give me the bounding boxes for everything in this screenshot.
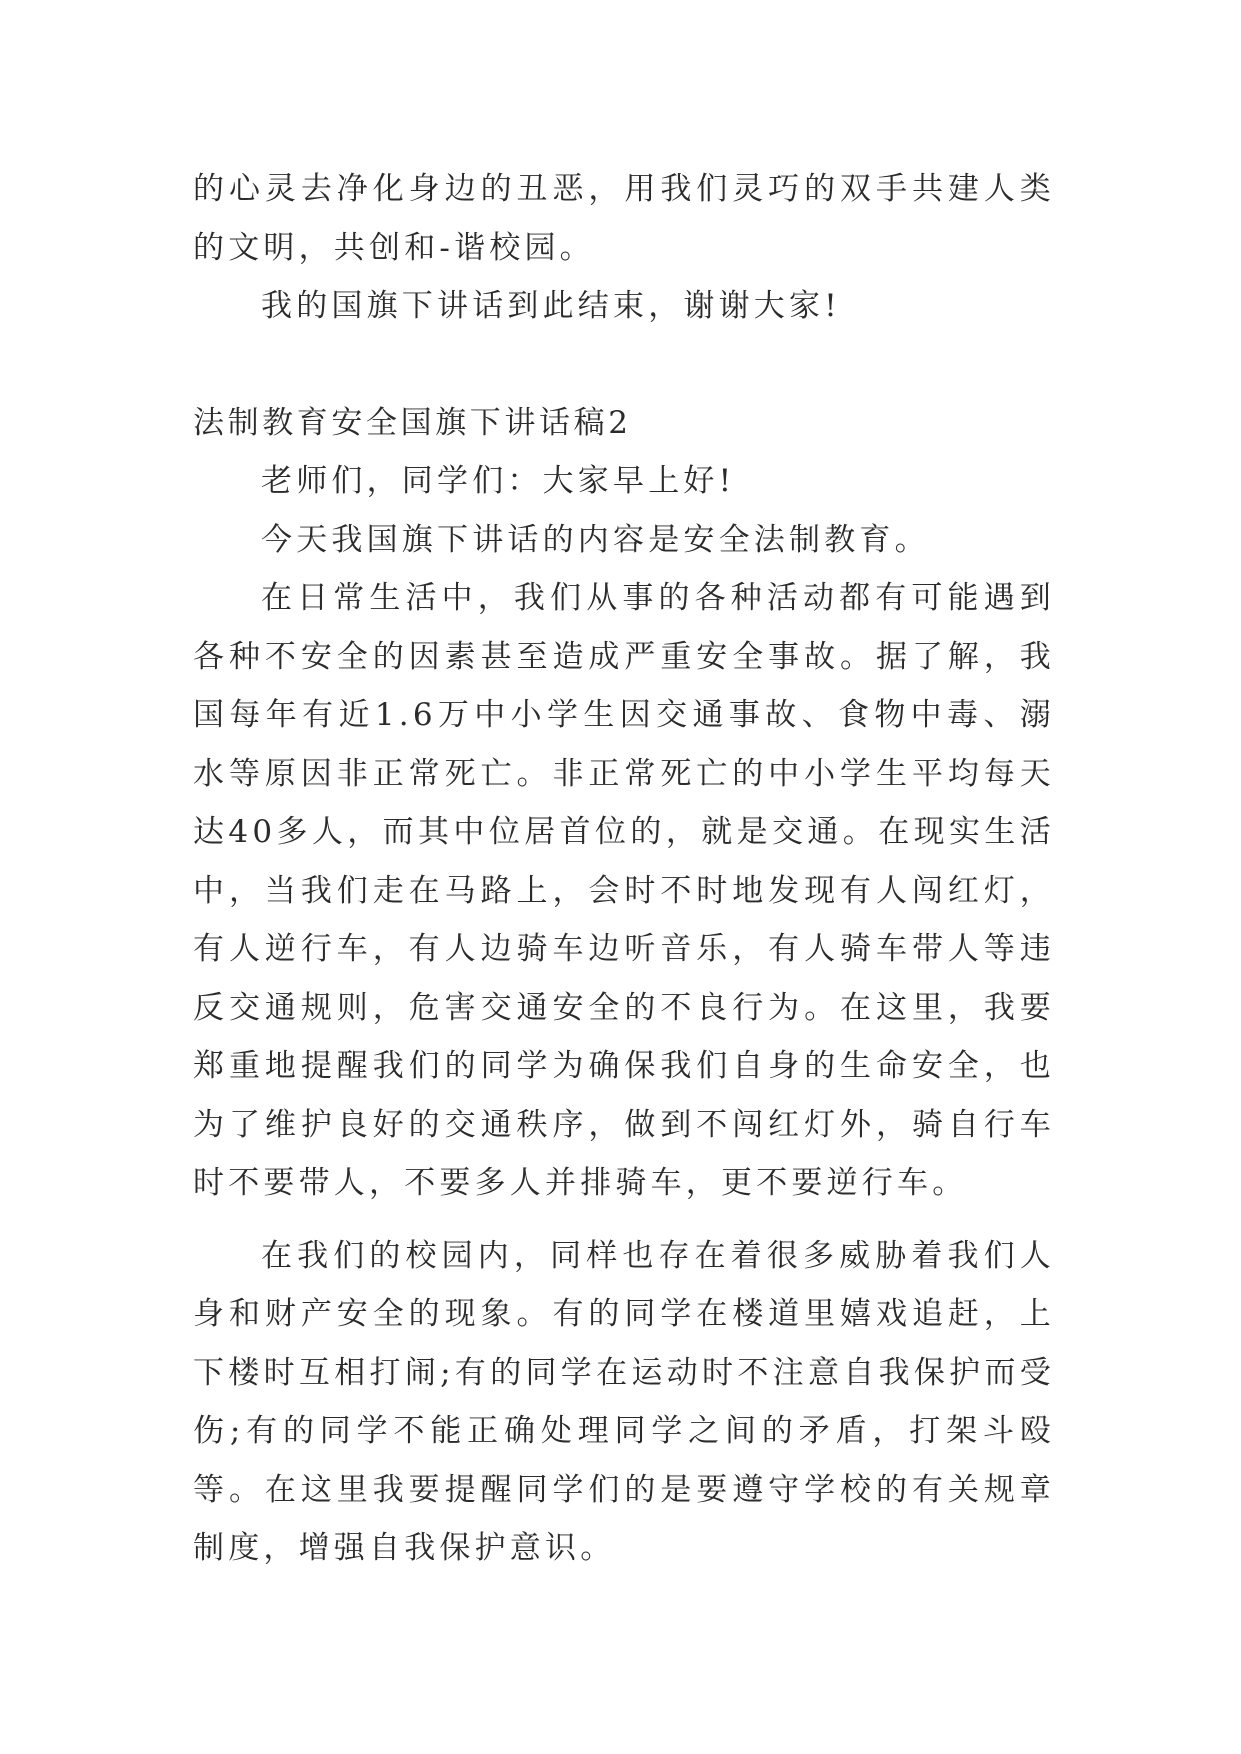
paragraph-greeting: 老师们，同学们：大家早上好! bbox=[261, 463, 736, 499]
paragraph-closing-thanks: 我的国旗下讲话到此结束，谢谢大家! bbox=[261, 288, 841, 324]
section-title: 法制教育安全国旗下讲话稿2 bbox=[193, 404, 632, 441]
document-body bbox=[193, 160, 1055, 1578]
paragraph-traffic-safety: 在日常生活中，我们从事的各种活动都有可能遇到各种不安全的因素甚至造成严重安全事故。据了解，我国每年有近1.6万中小学生因交通事故、食物中毒、溺水等原因非正常死亡。非正常死亡的中小学生平均每天达40多人，而其中位居首位的，就是交通。在现实生活中，当我们走在马路上，会时不时地发现有人闯红灯，有人逆行车，有人边骑车边听音乐，有人骑车带人等违反交通规则，危害交通安全的不良行为。在这里，我要郑重地提醒我们的同学为确保我们自身的生命安全，也为了维护良好的交通秩序，做到不闯红灯外，骑自行车时不要带人，不要多人并排骑车，更不要逆行车。 bbox=[193, 580, 1055, 1201]
paragraph-closing-continued: 的心灵去净化身边的丑恶，用我们灵巧的双手共建人类的文明，共创和-谐校园。 bbox=[193, 171, 1055, 266]
paragraph-intro: 今天我国旗下讲话的内容是安全法制教育。 bbox=[261, 521, 930, 558]
paragraph-campus-safety: 在我们的校园内，同样也存在着很多威胁着我们人身和财产安全的现象。有的同学在楼道里嬉戏追赶，上下楼时互相打闹;有的同学在运动时不注意自我保护而受伤;有的同学不能正确处理同学之间的矛盾，打架斗殴等。在这里我要提醒同学们的是要遵守学校的有关规章制度，增强自我保护意识。 bbox=[193, 1237, 1055, 1566]
